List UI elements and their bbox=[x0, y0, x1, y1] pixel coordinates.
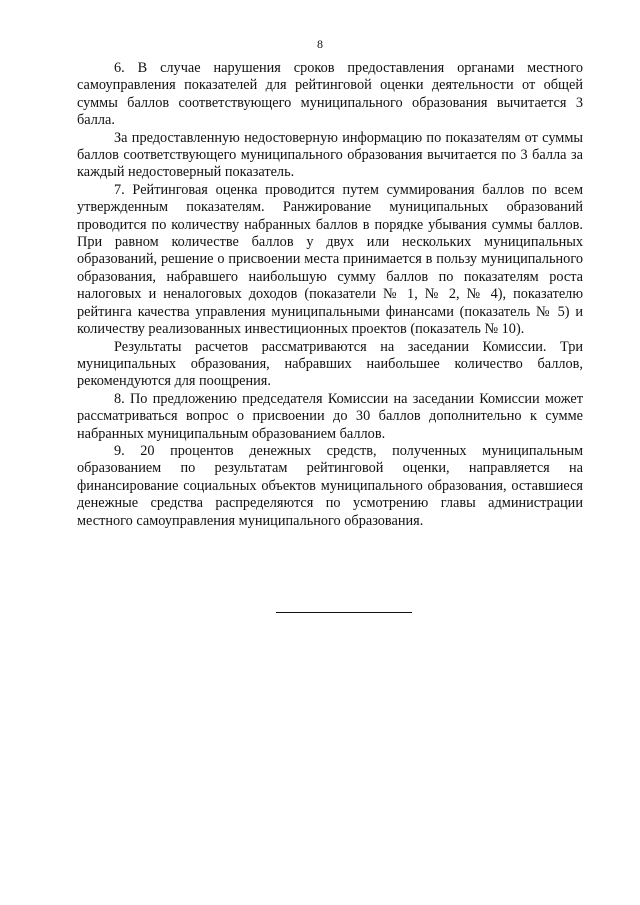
paragraph-8: 8. По предложению председателя Комиссии на заседании Комиссии может рассматриваться вопрос о присвоении до 30 баллов дополнительно к сумме набранных муниципальным образованием баллов. bbox=[77, 390, 583, 442]
page-number: 8 bbox=[317, 37, 323, 51]
end-separator-line bbox=[276, 612, 412, 613]
paragraph-7: 7. Рейтинговая оценка проводится путем суммирования баллов по всем утвержденным показателям. Ранжирование муниципальных образований проводится по количеству набранных баллов в порядке убывания суммы баллов. При равном количестве баллов у двух или нескольких муниципальных образований, решение о присвоении места принимается в пользу муниципального образования, набравшего наибольшую сумму баллов по показателям роста налоговых и неналоговых доходов (показатели № 1, № 2, № 4), показателю рейтинга качества управления муниципальными финансами (показатель № 5) и количеству реализованных инвестиционных проектов (показатель № 10). bbox=[77, 181, 583, 338]
paragraph-6: 6. В случае нарушения сроков предоставления органами местного самоуправления показателей для рейтинговой оценки деятельности от общей суммы баллов соответствующего муниципального образования вычитается 3 балла. bbox=[77, 60, 583, 129]
document-body bbox=[77, 60, 583, 530]
paragraph-7-results: Результаты расчетов рассматриваются на заседании Комиссии. Три муниципальных образования, набравших наибольшее количество баллов, рекомендуются для поощрения. bbox=[77, 338, 583, 390]
paragraph-9: 9. 20 процентов денежных средств, полученных муниципальным образованием по результатам рейтинговой оценки, направляется на финансирование социальных объектов муниципального образования, оставшиеся денежные средства распределяются по усмотрению главы администрации местного самоуправления муниципального образования. bbox=[77, 442, 583, 529]
paragraph-6-false-info: За предоставленную недостоверную информацию по показателям от суммы баллов соответствующего муниципального образования вычитается по 3 балла за каждый недостоверный показатель. bbox=[77, 129, 583, 181]
